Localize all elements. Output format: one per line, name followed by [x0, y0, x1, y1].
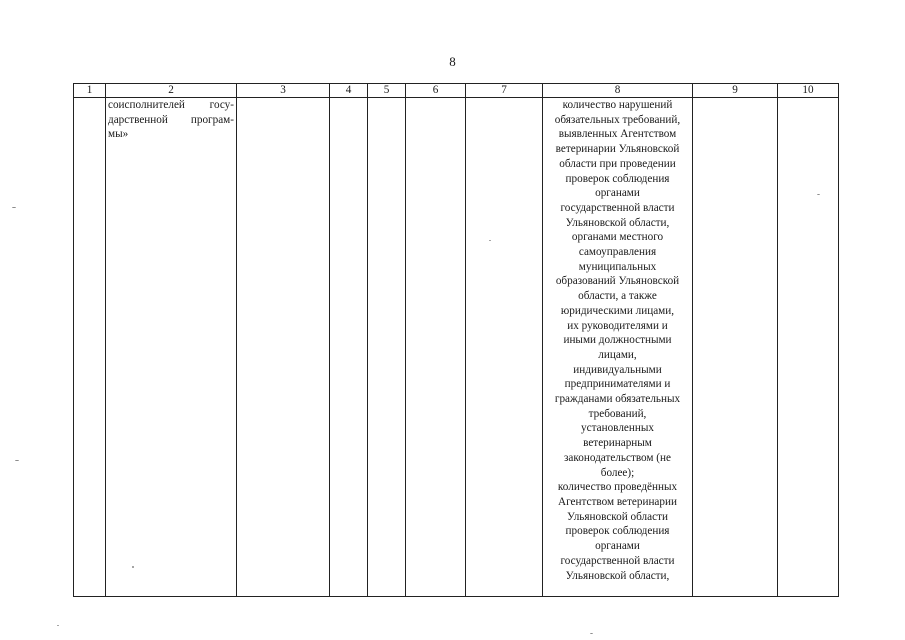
cell-col2-line: мы»	[108, 128, 129, 141]
cell-col8-line: количество проведённых	[557, 481, 678, 494]
table-header-row	[74, 84, 839, 98]
cell-col8-line: органами местного	[571, 231, 664, 244]
cell-col8-line: юридическими лицами,	[560, 304, 675, 317]
cell-col8	[543, 98, 693, 597]
cell-col8-line: индивидуальными	[573, 363, 662, 376]
column-header-7: 7	[466, 84, 543, 98]
cell-col8-line: законодательством (не	[563, 451, 671, 464]
cell-col8-line: области, а также	[578, 290, 657, 303]
scan-speck	[57, 625, 59, 626]
cell-col8-line: Агентством ветеринарии	[558, 495, 677, 508]
cell-col8-line: требований,	[588, 407, 647, 420]
column-header-8: 8	[543, 84, 693, 98]
cell-col8-line: гражданами обязательных	[554, 393, 681, 406]
cell-col8-line: государственной власти	[560, 554, 675, 567]
scan-speck	[15, 460, 19, 461]
cell-col6	[406, 98, 466, 597]
scan-speck	[12, 207, 16, 208]
cell-col5	[368, 98, 406, 597]
page-number: 8	[449, 54, 456, 69]
cell-col8-line: органами	[595, 540, 640, 553]
table-row	[74, 98, 839, 597]
cell-col9	[693, 98, 778, 597]
column-header-10: 10	[778, 84, 839, 98]
column-header-1: 1	[74, 84, 106, 98]
cell-col8-line: муниципальных	[578, 260, 657, 273]
cell-col8-line: проверок соблюдения	[565, 525, 670, 538]
cell-col8-line: области при проведении	[559, 157, 676, 170]
cell-col8-line: обязательных требований,	[554, 113, 681, 126]
column-header-6: 6	[406, 84, 466, 98]
cell-col8-line: более);	[600, 466, 635, 479]
cell-col8-line: предпринимателями и	[564, 378, 671, 391]
cell-col3	[237, 98, 330, 597]
column-header-9: 9	[693, 84, 778, 98]
scan-speck	[489, 240, 491, 241]
cell-col4	[330, 98, 368, 597]
cell-col1	[74, 98, 106, 597]
cell-col10	[778, 98, 839, 597]
cell-col8-line: Ульяновской области,	[565, 569, 670, 582]
cell-col8-line: иными должностными	[563, 334, 672, 347]
cell-col8-line: Ульяновской области,	[565, 216, 670, 229]
scan-speck	[817, 194, 820, 195]
cell-col2	[106, 98, 237, 597]
cell-col7	[466, 98, 543, 597]
column-header-2: 2	[106, 84, 237, 98]
cell-col8-line: органами	[595, 187, 640, 200]
cell-col8-line: образований Ульяновской	[555, 275, 680, 288]
cell-col8-line: лицами,	[598, 348, 637, 361]
scan-speck	[132, 566, 134, 568]
cell-col8-line: государственной власти	[560, 201, 675, 214]
column-header-4: 4	[330, 84, 368, 98]
data-table	[73, 83, 839, 597]
cell-col8-line: ветеринарии Ульяновской	[555, 143, 680, 156]
cell-col8-line: Ульяновской области	[567, 510, 668, 523]
cell-col8-line: установленных	[581, 422, 654, 435]
column-header-3: 3	[237, 84, 330, 98]
cell-col8-line: самоуправления	[578, 246, 657, 259]
column-header-5: 5	[368, 84, 406, 98]
cell-col8-line: проверок соблюдения	[565, 172, 670, 185]
cell-col8-line: ветеринарным	[583, 437, 652, 450]
scan-speck	[590, 633, 593, 634]
cell-col8-line: их руководителями и	[567, 319, 668, 332]
cell-col8-line: выявленных Агентством	[558, 128, 677, 141]
cell-col8-line: количество нарушений	[562, 99, 673, 111]
cell-col2-line: соисполнителей госу-	[108, 99, 234, 111]
cell-col2-line: дарственной програм-	[108, 113, 234, 126]
